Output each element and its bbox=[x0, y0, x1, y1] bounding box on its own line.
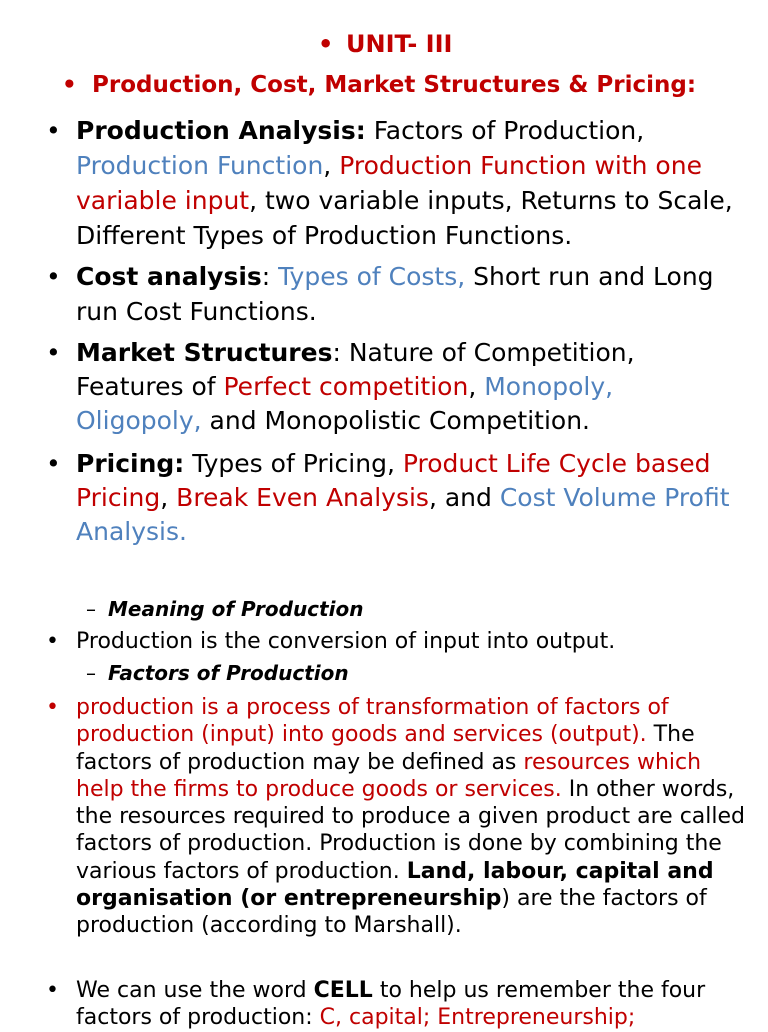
highlighted-text: resources which help the firms to produce goods or services. bbox=[76, 749, 702, 802]
dash-icon: – bbox=[86, 661, 96, 685]
pricing-bullet bbox=[46, 447, 736, 549]
highlighted-text: Production Function with one variable input bbox=[76, 151, 702, 215]
bullet-text bbox=[76, 447, 736, 549]
bullet-icon: • bbox=[46, 629, 59, 654]
bullet-text bbox=[76, 113, 736, 253]
bullet-icon: • bbox=[46, 695, 59, 720]
bold-text: Land, labour, capital and organisation (or entrepreneurship bbox=[76, 858, 714, 912]
text-run: We can use the word bbox=[76, 978, 314, 1003]
bullet-icon: • bbox=[46, 262, 61, 291]
unit-title: UNIT- III bbox=[346, 30, 453, 58]
cell-text bbox=[76, 977, 746, 1032]
topic-link-text: Cost Volume Profit Analysis. bbox=[76, 483, 730, 546]
text-run: Factors of Production, bbox=[365, 116, 645, 145]
factors-text bbox=[76, 694, 746, 940]
bullet-icon: • bbox=[46, 449, 61, 478]
highlighted-text: Break Even Analysis bbox=[176, 483, 429, 512]
factors-bullet bbox=[46, 694, 746, 940]
market-structures-bullet bbox=[46, 336, 736, 438]
bullet-icon: • bbox=[318, 30, 334, 58]
text-run: , two variable inputs, Returns to Scale, Different Types of Production Functions. bbox=[76, 186, 733, 250]
bullet-icon: • bbox=[46, 338, 61, 367]
bullet-icon: • bbox=[62, 72, 77, 98]
text-run: , and bbox=[428, 483, 500, 512]
bullet-text bbox=[76, 336, 736, 438]
text-run: : bbox=[261, 262, 279, 291]
dash-icon: – bbox=[86, 597, 96, 621]
highlighted-text: production is a process of transformation of factors of production (input) into goods and services (output). bbox=[76, 695, 669, 748]
cell-bullet bbox=[46, 977, 746, 1032]
cost-analysis-bullet bbox=[46, 259, 736, 329]
highlighted-text: Product Life Cycle based Pricing bbox=[76, 449, 711, 512]
text-run: , bbox=[160, 483, 177, 512]
bullet-label: Pricing: bbox=[76, 449, 185, 478]
highlighted-text: Perfect competition bbox=[223, 372, 469, 401]
bullet-text bbox=[76, 259, 736, 329]
section-heading-row bbox=[62, 72, 696, 98]
topic-link-text: Types of Costs, bbox=[278, 262, 466, 291]
production-analysis-bullet bbox=[46, 113, 736, 253]
bold-text: CELL bbox=[313, 978, 373, 1003]
meaning-subheading: Meaning of Production bbox=[108, 597, 364, 621]
unit-title-row bbox=[318, 30, 452, 58]
bullet-icon: • bbox=[46, 116, 61, 145]
text-run: : Nature of Competition, Features of bbox=[76, 338, 635, 401]
meaning-subheading-row bbox=[86, 597, 363, 621]
text-run: , bbox=[468, 372, 485, 401]
bullet-label: Cost analysis bbox=[76, 262, 262, 291]
factors-subheading: Factors of Production bbox=[108, 661, 349, 685]
topic-link-text: Monopoly, Oligopoly, bbox=[76, 372, 614, 435]
highlighted-text: C, capital; Entrepreneurship; bbox=[319, 1005, 636, 1031]
section-heading: Production, Cost, Market Structures & Pricing: bbox=[92, 72, 697, 98]
text-run: In other words, the resources required to produce a given product are called factors of production. Production is done by combining the various factors of production. bbox=[76, 776, 746, 884]
text-run: to help us remember the four factors of production: bbox=[76, 978, 706, 1031]
text-run: ) are the factors of production (according to Marshall). bbox=[76, 886, 707, 939]
text-run: , bbox=[323, 151, 340, 180]
bullet-icon: • bbox=[46, 978, 59, 1003]
bullet-label: Production Analysis: bbox=[76, 116, 366, 145]
meaning-bullet bbox=[46, 627, 736, 657]
text-run: The factors of production may be defined as bbox=[76, 722, 695, 775]
bullet-label: Market Structures bbox=[76, 338, 333, 367]
text-run: Types of Pricing, bbox=[184, 449, 403, 478]
text-run: Short run and Long run Cost Functions. bbox=[76, 262, 714, 326]
meaning-text: Production is the conversion of input into output. bbox=[76, 629, 616, 654]
text-run: and Monopolistic Competition. bbox=[201, 406, 590, 435]
factors-subheading-row bbox=[86, 661, 349, 685]
topic-link-text: Production Function bbox=[76, 151, 324, 180]
